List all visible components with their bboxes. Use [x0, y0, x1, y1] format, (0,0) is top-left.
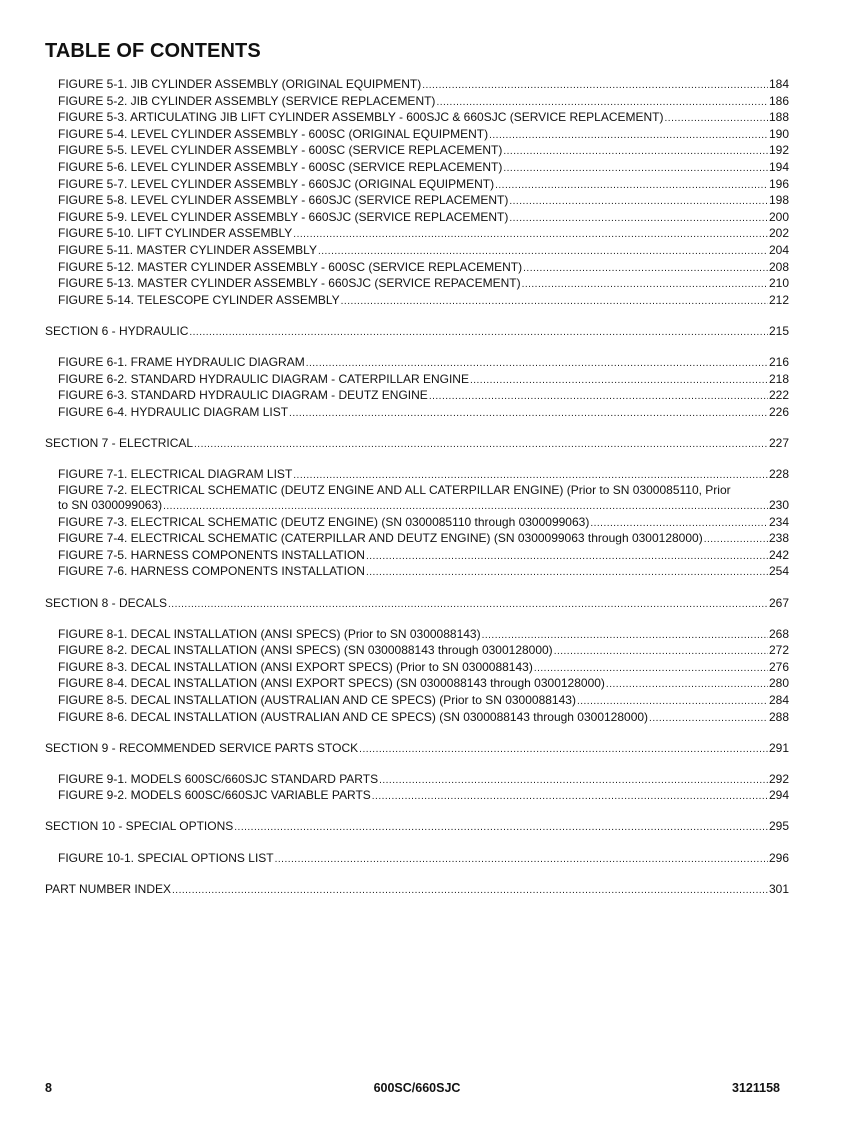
dot-leader — [194, 438, 768, 453]
dot-leader — [293, 469, 768, 484]
toc-entry-page: 301 — [768, 881, 789, 896]
dot-leader — [503, 145, 768, 160]
toc-entry-page: 234 — [768, 514, 789, 529]
toc-entry-page: 192 — [768, 143, 789, 158]
dot-leader — [590, 517, 768, 532]
dot-leader — [436, 96, 768, 111]
toc-entry-figure-5-8[interactable] — [45, 193, 789, 210]
toc-entry-page: 194 — [768, 159, 789, 174]
dot-leader — [359, 743, 768, 758]
dot-leader — [318, 245, 768, 260]
toc-entry-figure-5-5[interactable] — [45, 143, 789, 160]
page-footer — [45, 1081, 789, 1097]
toc-entry-figure-5-3[interactable] — [45, 110, 789, 127]
toc-entry-figure-7-3[interactable] — [45, 515, 789, 532]
toc-entry-page: 218 — [768, 371, 789, 386]
dot-leader — [649, 712, 768, 727]
toc-entry-page: 215 — [768, 323, 789, 338]
dot-leader — [495, 179, 768, 194]
toc-entry-figure-8-1[interactable] — [45, 627, 789, 644]
toc-entry-page: 208 — [768, 259, 789, 274]
toc-entry-figure-6-1[interactable] — [45, 355, 789, 372]
toc-entry-page: 202 — [768, 226, 789, 241]
toc-entry-figure-5-11[interactable] — [45, 243, 789, 260]
toc-entry-figure-8-3[interactable] — [45, 660, 789, 677]
dot-leader — [489, 129, 768, 144]
toc-entry-section-8[interactable] — [45, 596, 789, 613]
toc-entry-page: 238 — [768, 531, 789, 546]
toc-entry-page: 222 — [768, 388, 789, 403]
toc-entry-figure-5-14[interactable] — [45, 293, 789, 310]
dot-leader — [704, 533, 768, 548]
toc-entry-figure-5-7[interactable] — [45, 177, 789, 194]
toc-entry-label: FIGURE 5-12. MASTER CYLINDER ASSEMBLY - 600SC (SERVICE REPLACEMENT) — [58, 259, 523, 274]
toc-entry-page: 184 — [768, 77, 789, 91]
toc-entry-page: 198 — [768, 193, 789, 208]
toc-entry-section-6[interactable] — [45, 324, 789, 341]
toc-entry-label: FIGURE 8-1. DECAL INSTALLATION (ANSI SPECS) (Prior to SN 0300088143) — [58, 626, 481, 641]
toc-entry-figure-5-12[interactable] — [45, 260, 789, 277]
toc-entry-figure-7-6[interactable] — [45, 564, 789, 581]
dot-leader — [577, 695, 768, 710]
toc-entry-label: SECTION 10 - SPECIAL OPTIONS — [45, 819, 234, 834]
dot-leader — [534, 662, 768, 677]
dot-leader — [422, 79, 768, 94]
toc-entry-label: FIGURE 7-6. HARNESS COMPONENTS INSTALLATION — [58, 564, 365, 579]
toc-entry-page: 228 — [768, 466, 789, 481]
toc-entry-figure-6-2[interactable] — [45, 372, 789, 389]
toc-entry-page: 242 — [768, 547, 789, 562]
toc-entry-figure-10-1[interactable] — [45, 851, 789, 868]
dot-leader — [554, 645, 768, 660]
toc-entry-page: 280 — [768, 676, 789, 691]
dot-leader — [379, 774, 768, 789]
toc-entry-figure-5-2[interactable] — [45, 94, 789, 111]
toc-entry-label: FIGURE 5-13. MASTER CYLINDER ASSEMBLY - 660SJC (SERVICE REPACEMENT) — [58, 276, 521, 291]
toc-entry-section-10[interactable] — [45, 819, 789, 836]
toc-entry-figure-5-1[interactable] — [45, 77, 789, 94]
toc-entry-label: SECTION 8 - DECALS — [45, 595, 168, 610]
toc-entry-page: 186 — [768, 93, 789, 108]
dot-leader — [293, 228, 768, 243]
toc-entry-label: FIGURE 5-8. LEVEL CYLINDER ASSEMBLY - 660SJC (SERVICE REPLACEMENT) — [58, 193, 509, 208]
dot-leader — [665, 112, 768, 127]
toc-entry-figure-8-5[interactable] — [45, 693, 789, 710]
toc-entry-page: 216 — [768, 354, 789, 369]
toc-entry-figure-9-1[interactable] — [45, 772, 789, 789]
dot-leader — [275, 853, 768, 868]
toc-entry-label: SECTION 9 - RECOMMENDED SERVICE PARTS STOCK — [45, 740, 359, 755]
dot-leader — [168, 598, 768, 613]
footer-doc-number: 3121158 — [732, 1081, 780, 1095]
toc-entry-figure-7-2[interactable] — [45, 483, 789, 514]
toc-entry-figure-7-1[interactable] — [45, 467, 789, 484]
toc-entry-label: FIGURE 5-4. LEVEL CYLINDER ASSEMBLY - 600SC (ORIGINAL EQUIPMENT) — [58, 126, 489, 141]
dot-leader — [503, 162, 768, 177]
toc-entry-page: 226 — [768, 404, 789, 419]
dot-leader — [163, 500, 768, 515]
toc-entry-label-line-2: to SN 0300099063) — [58, 498, 163, 513]
footer-model: 600SC/660SJC — [373, 1081, 461, 1095]
toc-entry-figure-6-4[interactable] — [45, 405, 789, 422]
toc-entry-label: FIGURE 7-3. ELECTRICAL SCHEMATIC (DEUTZ ENGINE) (SN 0300085110 through 0300099063) — [58, 514, 590, 529]
toc-entry-section-9[interactable] — [45, 741, 789, 758]
toc-entry-figure-5-9[interactable] — [45, 210, 789, 227]
dot-leader — [341, 295, 768, 310]
dot-leader — [189, 326, 768, 341]
toc-entry-label: FIGURE 5-5. LEVEL CYLINDER ASSEMBLY - 600SC (SERVICE REPLACEMENT) — [58, 143, 503, 158]
dot-leader — [372, 790, 768, 805]
toc-entry-label: FIGURE 8-2. DECAL INSTALLATION (ANSI SPECS) (SN 0300088143 through 0300128000) — [58, 643, 553, 658]
dot-leader — [509, 195, 768, 210]
toc-entry-page: 188 — [768, 110, 789, 125]
toc-entry-page: 284 — [768, 693, 789, 707]
toc-entry-label: FIGURE 6-4. HYDRAULIC DIAGRAM LIST — [58, 404, 289, 419]
toc-entry-page: 267 — [768, 595, 789, 610]
toc-entry-page: 212 — [768, 292, 789, 307]
dot-leader — [482, 629, 768, 644]
toc-entry-page: 272 — [768, 643, 789, 658]
toc-entry-label: FIGURE 5-14. TELESCOPE CYLINDER ASSEMBLY — [58, 292, 340, 307]
toc-entry-label: FIGURE 8-6. DECAL INSTALLATION (AUSTRALIAN AND CE SPECS) (SN 0300088143 through 0300128000) — [58, 709, 649, 724]
toc-entry-label: FIGURE 7-4. ELECTRICAL SCHEMATIC (CATERPILLAR AND DEUTZ ENGINE) (SN 0300099063 through 0300128000) — [58, 531, 703, 546]
toc-entry-figure-8-4[interactable] — [45, 676, 789, 693]
toc-entry-label: PART NUMBER INDEX — [45, 881, 172, 896]
toc-entry-label: FIGURE 9-2. MODELS 600SC/660SJC VARIABLE PARTS — [58, 788, 371, 803]
toc-entry-figure-5-4[interactable] — [45, 127, 789, 144]
toc-entry-figure-5-6[interactable] — [45, 160, 789, 177]
toc-entry-label: FIGURE 5-9. LEVEL CYLINDER ASSEMBLY - 660SJC (SERVICE REPLACEMENT) — [58, 209, 509, 224]
toc-entry-label: FIGURE 5-7. LEVEL CYLINDER ASSEMBLY - 660SJC (ORIGINAL EQUIPMENT) — [58, 176, 495, 191]
dot-leader — [522, 278, 768, 293]
dot-leader — [509, 212, 768, 227]
toc-entry-page: 230 — [768, 498, 789, 513]
toc-entry-label: FIGURE 8-3. DECAL INSTALLATION (ANSI EXPORT SPECS) (Prior to SN 0300088143) — [58, 659, 533, 674]
toc-entry-page: 295 — [768, 819, 789, 834]
table-of-contents — [45, 77, 789, 898]
toc-entry-label: FIGURE 10-1. SPECIAL OPTIONS LIST — [58, 850, 274, 865]
toc-entry-figure-7-5[interactable] — [45, 548, 789, 565]
toc-entry-label: FIGURE 5-3. ARTICULATING JIB LIFT CYLINDER ASSEMBLY - 600SJC & 660SJC (SERVICE REPLACEMENT) — [58, 110, 664, 125]
toc-entry-label: FIGURE 5-2. JIB CYLINDER ASSEMBLY (SERVICE REPLACEMENT) — [58, 93, 436, 108]
toc-entry-label: SECTION 7 - ELECTRICAL — [45, 435, 194, 450]
toc-entry-page: 254 — [768, 564, 789, 579]
toc-entry-page: 200 — [768, 209, 789, 224]
toc-entry-label: FIGURE 6-1. FRAME HYDRAULIC DIAGRAM — [58, 354, 305, 369]
toc-entry-label: FIGURE 7-5. HARNESS COMPONENTS INSTALLATION — [58, 547, 365, 562]
footer-page-number: 8 — [45, 1081, 52, 1095]
dot-leader — [306, 357, 768, 372]
toc-entry-page: 296 — [768, 850, 789, 865]
toc-entry-label: FIGURE 8-5. DECAL INSTALLATION (AUSTRALIAN AND CE SPECS) (Prior to SN 0300088143) — [58, 693, 576, 707]
dot-leader — [429, 390, 768, 405]
toc-entry-label: FIGURE 6-2. STANDARD HYDRAULIC DIAGRAM - CATERPILLAR ENGINE — [58, 371, 469, 386]
dot-leader — [366, 566, 768, 581]
dot-leader — [234, 821, 768, 836]
toc-entry-page: 276 — [768, 659, 789, 674]
toc-entry-label: SECTION 6 - HYDRAULIC — [45, 323, 189, 338]
toc-entry-page: 190 — [768, 126, 789, 141]
toc-entry-page: 204 — [768, 242, 789, 257]
toc-entry-page: 291 — [768, 740, 789, 755]
toc-entry-figure-7-4[interactable] — [45, 531, 789, 548]
toc-entry-figure-8-2[interactable] — [45, 643, 789, 660]
dot-leader — [289, 407, 768, 422]
toc-entry-page: 227 — [768, 435, 789, 450]
toc-entry-figure-5-10[interactable] — [45, 226, 789, 243]
toc-entry-page: 210 — [768, 276, 789, 291]
toc-entry-page: 294 — [768, 788, 789, 803]
toc-entry-label: FIGURE 7-1. ELECTRICAL DIAGRAM LIST — [58, 466, 293, 481]
toc-entry-label: FIGURE 9-1. MODELS 600SC/660SJC STANDARD PARTS — [58, 771, 379, 786]
toc-entry-label-line-1: FIGURE 7-2. ELECTRICAL SCHEMATIC (DEUTZ ENGINE AND ALL CATERPILLAR ENGINE) (Prior to SN 0300085110, Prior — [58, 483, 731, 498]
toc-entry-part-number-index[interactable] — [45, 882, 789, 899]
toc-entry-label: FIGURE 5-11. MASTER CYLINDER ASSEMBLY — [58, 242, 317, 257]
dot-leader — [470, 374, 768, 389]
page-title: TABLE OF CONTENTS — [45, 40, 261, 62]
toc-entry-section-7[interactable] — [45, 436, 789, 453]
toc-entry-label: FIGURE 6-3. STANDARD HYDRAULIC DIAGRAM - DEUTZ ENGINE — [58, 388, 428, 403]
toc-entry-label: FIGURE 8-4. DECAL INSTALLATION (ANSI EXPORT SPECS) (SN 0300088143 through 0300128000) — [58, 676, 605, 691]
toc-entry-label: FIGURE 5-10. LIFT CYLINDER ASSEMBLY — [58, 226, 293, 241]
toc-entry-figure-8-6[interactable] — [45, 710, 789, 727]
dot-leader — [366, 550, 768, 565]
toc-entry-figure-5-13[interactable] — [45, 276, 789, 293]
dot-leader — [523, 262, 768, 277]
dot-leader — [606, 678, 768, 693]
toc-entry-label: FIGURE 5-6. LEVEL CYLINDER ASSEMBLY - 600SC (SERVICE REPLACEMENT) — [58, 159, 503, 174]
toc-entry-label: FIGURE 5-1. JIB CYLINDER ASSEMBLY (ORIGINAL EQUIPMENT) — [58, 77, 422, 91]
dot-leader — [172, 884, 768, 899]
toc-entry-page: 268 — [768, 626, 789, 641]
toc-entry-figure-9-2[interactable] — [45, 788, 789, 805]
toc-entry-page: 292 — [768, 771, 789, 786]
toc-entry-figure-6-3[interactable] — [45, 388, 789, 405]
toc-entry-page: 196 — [768, 176, 789, 191]
toc-entry-page: 288 — [768, 709, 789, 724]
